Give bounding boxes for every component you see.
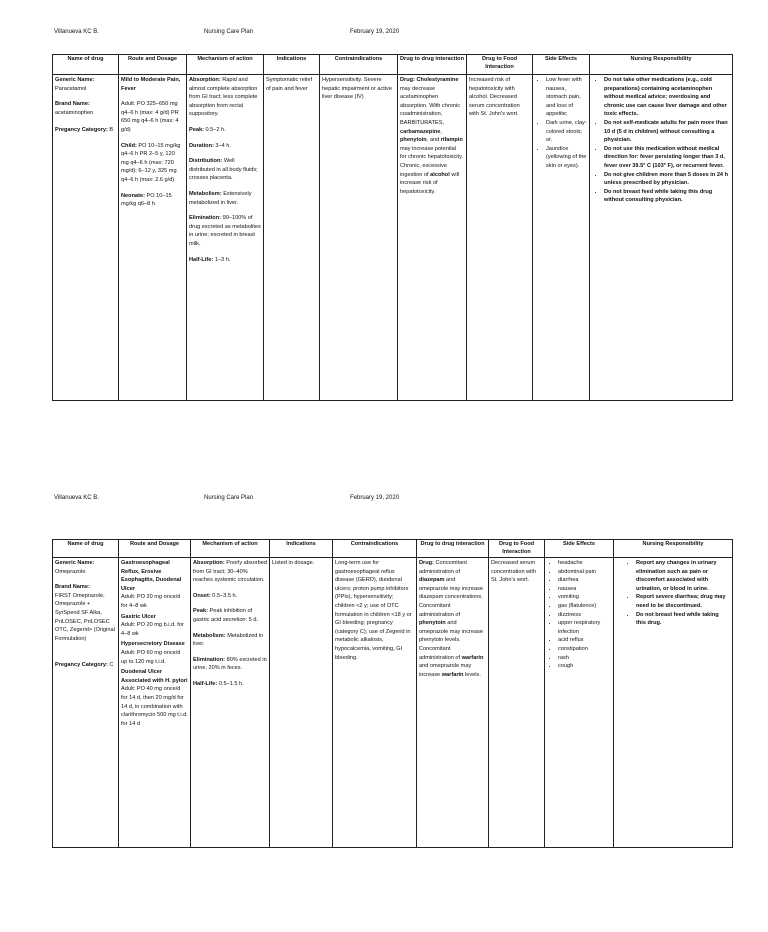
text-fragment: rifampin — [440, 137, 463, 144]
mech-label: Absorption: — [189, 77, 221, 83]
list-item: • Do not give children more than 5 doses in 24 h unless prescribed by physician. — [604, 171, 730, 188]
list-item: • Low fever with nausea, stomach pain, and loss of appetite; — [546, 76, 587, 119]
route-child-value: PO 10–15 mg/kg q4–6 h PR 2–5 y, 120 mg q4–6 h (max: 720 mg/d); 6–12 y, 325 mg q4–6 h (max: 2.6 g/d) — [121, 142, 181, 183]
generic-name-label: Generic Name: — [55, 560, 95, 566]
generic-name-label: Generic Name: — [55, 77, 95, 83]
list-item: • Report severe diarrhea; drug may need to be discontinued. — [636, 593, 730, 610]
list-item: • diarrhea — [558, 576, 611, 585]
header-date: February 19, 2020 — [350, 29, 400, 35]
list-item: • vomiting — [558, 593, 611, 602]
route-indication-value: Adult: PO 20 mg once/d for 4–8 wk — [121, 594, 181, 609]
brand-name-value: FIRST Omeprazole, Omeprazole + SyrSpend SF Alka, PriLOSEC, PriLOSEC OTC, Zegerid> (Original Formulation) — [55, 592, 115, 642]
cell-drug-interaction — [417, 558, 489, 848]
header-author: Villanueva KC B. — [54, 495, 99, 501]
text-fragment: will increase risk of hepatotoxicity. — [400, 171, 460, 195]
text-fragment: levels. — [463, 671, 481, 678]
list-item: • gas (flatulence) — [558, 602, 611, 611]
route-indication-label: Hypersecretory Disease — [121, 641, 185, 648]
pregnancy-category-label: Pregancy Category: — [55, 127, 108, 134]
care-plan-table — [52, 54, 733, 401]
cell-route — [119, 558, 191, 848]
col-header-mechanism: Mechanism of action — [191, 540, 270, 558]
col-header-drug-interaction: Drug to drug interaction — [417, 540, 489, 558]
mech-label: Onset: — [193, 592, 211, 599]
route-neonate-value: PO 10–15 mg/kg q6–8 h — [121, 192, 172, 208]
col-header-contraindications: Contraindications — [333, 540, 417, 558]
brand-name-value: acetaminophen — [55, 109, 94, 116]
mech-value: 90–100% of drug excreted as metabolites in urine; excreted in breast milk. — [189, 215, 261, 247]
header-date: February 19, 2020 — [350, 495, 400, 501]
route-indication-label: Gastric Ulcer — [121, 613, 156, 620]
mech-label: Absorption: — [193, 560, 225, 566]
mech-label: Peak: — [193, 608, 208, 615]
list-item: • cough — [558, 662, 611, 671]
care-plan-table — [52, 539, 733, 848]
list-item: • acid reflux — [558, 636, 611, 645]
route-child-label: Child: — [121, 142, 137, 149]
col-header-side-effects: Side Effects — [533, 55, 590, 75]
col-header-name: Name of drug — [53, 540, 119, 558]
mech-value: Peak inhibition of gastric acid secretion: 5 d. — [193, 608, 258, 623]
list-item: • rash — [558, 654, 611, 663]
mech-value: 80% excreted in urine, 20% in feces. — [193, 656, 267, 672]
mech-value: 0.5–1.5 h. — [218, 680, 244, 687]
side-effects-list — [535, 76, 587, 171]
list-item: • abdominal pain — [558, 568, 611, 577]
generic-name-value: Omeprazole — [55, 568, 86, 575]
header-title: Nursing Care Plan — [204, 29, 254, 35]
text-fragment: phenytoin — [400, 137, 427, 144]
mech-label: Metabolism: — [189, 190, 222, 197]
col-header-indications: Indications — [264, 55, 320, 75]
cell-nursing — [614, 558, 733, 848]
route-indication-label: Gastroesophageal Reflux, Erosive Esophagitis, Duodenal Ulcer — [121, 560, 182, 592]
text-fragment: and omeprazole may increase phenytoin levels. Concomitant administration of — [419, 620, 484, 661]
cell-contraindications: Hypersensitivity. Severe hepatic impairment or active liver disease (IV) — [320, 75, 398, 401]
generic-name-value: Paracetamol — [55, 85, 87, 92]
cell-drug-interaction — [398, 75, 467, 401]
brand-name-label: Brand Name: — [55, 584, 90, 591]
list-item: • Do not breast feed while taking this drug. — [636, 611, 730, 628]
col-header-route: Route and Dosage — [119, 540, 191, 558]
route-indication-value: Adult: PO 20 mg b.i.d. for 4–8 wk — [121, 622, 184, 637]
list-item: • Do not self-medicate adults for pain more than 10 d (5 d in children) without consulting a physician. — [604, 119, 730, 145]
cell-side-effects — [533, 75, 590, 401]
cell-indications: Listed in dosage. — [270, 558, 333, 848]
text-fragment: and omeprazole may increase diazepam concentrations. Concomitant administration of — [419, 577, 484, 618]
route-indication-label: Duodenal Ulcer Associated with H. pylori — [121, 669, 188, 684]
list-item: • nausea — [558, 585, 611, 594]
cell-food-interaction: Decreased serum concentration with St. John's wort. — [489, 558, 545, 848]
text-fragment: Cholestyramine — [416, 77, 459, 83]
col-header-food-interaction: Drug to Food Interaction — [489, 540, 545, 558]
drug-interaction-label: Drug: — [400, 77, 415, 83]
col-header-contraindications: Contraindications — [320, 55, 398, 75]
mech-label: Distribution: — [189, 158, 223, 165]
text-fragment: carbamazepine — [400, 128, 441, 135]
text-fragment: alcohol — [430, 171, 450, 178]
col-header-indications: Indications — [270, 540, 333, 558]
drug-interaction-text — [419, 560, 483, 678]
list-item: • Do not use this medication without medical direction for: fever persisting longer than 3 d, fever over 39.5° C (103° F), or recurrent fever. — [604, 145, 730, 171]
list-item: • Jaundice (yellowing of the skin or eyes). — [546, 145, 587, 171]
cell-route — [119, 75, 187, 401]
col-header-route: Route and Dosage — [119, 55, 187, 75]
header-author: Villanueva KC B. — [54, 29, 99, 35]
mech-label: Duration: — [189, 142, 214, 149]
text-fragment: , and — [426, 137, 441, 144]
list-item: • Do not take other medications (e.g., cold preparations) containing acetaminophen without medical advice; overdosing and chronic use can cause liver damage and other toxic effects. — [604, 76, 730, 119]
nursing-list — [592, 76, 730, 205]
drug-interaction-text — [400, 77, 463, 195]
cell-name — [53, 75, 119, 401]
route-indication-value: Adult: PO 60 mg once/d up to 120 mg t.i.d. — [121, 649, 181, 665]
pregnancy-category-value: B — [109, 127, 114, 134]
mech-label: Peak: — [189, 126, 204, 133]
cell-mechanism — [191, 558, 270, 848]
mech-value: Poorly absorbed from GI tract; 30–40% reaches systemic circulation. — [193, 560, 268, 584]
mech-value: Well distributed in all body fluids; crosses placenta. — [189, 158, 258, 182]
col-header-food-interaction: Drug to Food Interaction — [467, 55, 533, 75]
mech-value: 3–4 h. — [215, 142, 231, 149]
text-fragment: , — [442, 119, 445, 126]
text-fragment: , — [440, 128, 442, 135]
col-header-drug-interaction: Drug to drug interaction — [398, 55, 467, 75]
brand-name-label: Brand Name: — [55, 101, 90, 108]
side-effects-list — [547, 559, 611, 671]
nursing-list — [616, 559, 730, 628]
col-header-nursing: Nursing Responsibility — [614, 540, 733, 558]
mech-label: Half-Life: — [189, 256, 214, 263]
list-item: • Do not breast feed while taking this drug without consulting physician. — [604, 188, 730, 205]
text-fragment: may increase potential for chronic hepatotoxicity. Chronic, excessive ingestion of — [400, 145, 464, 178]
header-title: Nursing Care Plan — [204, 495, 254, 501]
mech-value: Rapid and almost complete absorption from GI tract; less complete absorption from rectal suppository. — [189, 77, 258, 118]
text-fragment: warfarin — [441, 671, 464, 678]
route-neonate-label: Neonate: — [121, 192, 145, 199]
col-header-mechanism: Mechanism of action — [187, 55, 264, 75]
mech-label: Elimination: — [189, 215, 222, 222]
route-indication-value: Adult: PO 40 mg once/d for 14 d, then 20 mg/d for 14 d, in combination with clarithromycin 500 mg t.i.d. for 14 d — [121, 686, 188, 727]
list-item: • Report any changes in urinary elimination such as pain or discomfort associated with urination, or blood in urine. — [636, 559, 730, 593]
col-header-side-effects: Side Effects — [545, 540, 614, 558]
cell-indications: Symptomatic relief of pain and fever — [264, 75, 320, 401]
text-fragment: may decrease acetaminophen absorption. With chronic coadministration, — [400, 85, 461, 118]
mech-value: 1–3 h. — [214, 256, 231, 263]
cell-name — [53, 558, 119, 848]
pregnancy-category-label: Pregancy Category: — [55, 662, 108, 669]
cell-contraindications: Long-term use for gastroesophageal reflux disease (GERD), duodenal ulcers; proton pump inhibitors (PPIs), hypersensitivity; children <2 y; use of OTC formulation in children <18 y or GI bleeding; pregnancy (category C); use of Zegerid in metabolic alkalosis, hypocalcemia, vomiting, GI bleeding. — [333, 558, 417, 848]
list-item: • dizziness — [558, 611, 611, 620]
mech-value: 0.5–2 h. — [205, 126, 226, 133]
cell-food-interaction: Increased risk of hepatotoxicity with alcohol. Decreased serum concentration with St. John's wort. — [467, 75, 533, 401]
list-item: • headache — [558, 559, 611, 568]
text-fragment: diazepam — [419, 577, 445, 584]
text-fragment: phenytoin — [419, 620, 446, 627]
route-section-title: Mild to Moderate Pain, Fever — [121, 77, 181, 92]
cell-nursing — [590, 75, 733, 401]
text-fragment: and omeprazole may increase — [419, 663, 472, 678]
mech-value: Extensively metabolized in liver. — [189, 190, 252, 206]
mech-value: 0.5–3.5 h. — [212, 592, 238, 599]
pregnancy-category-value: C — [109, 662, 114, 669]
text-fragment: Concomitant administration of — [419, 560, 467, 575]
list-item: • upper respiratory infection — [558, 619, 611, 636]
mech-label: Elimination: — [193, 656, 226, 663]
mech-label: Metabolism: — [193, 632, 226, 639]
cell-side-effects — [545, 558, 614, 848]
text-fragment: BARBITURATES — [400, 119, 443, 126]
list-item: • Dark urine, clay-colored stools; or. — [546, 119, 587, 145]
route-adult: Adult: PO 325–650 mg q4–6 h (max: 4 g/d) PR 650 mg q4–6 h (max: 4 g/d) — [121, 101, 179, 133]
cell-mechanism — [187, 75, 264, 401]
drug-interaction-label: Drug: — [419, 560, 434, 566]
mech-label: Half-Life: — [193, 680, 218, 687]
mech-value: Metabolized in liver. — [193, 632, 264, 648]
col-header-nursing: Nursing Responsibility — [590, 55, 733, 75]
col-header-name: Name of drug — [53, 55, 119, 75]
text-fragment: warfarin — [461, 654, 484, 661]
list-item: • constipation — [558, 645, 611, 654]
